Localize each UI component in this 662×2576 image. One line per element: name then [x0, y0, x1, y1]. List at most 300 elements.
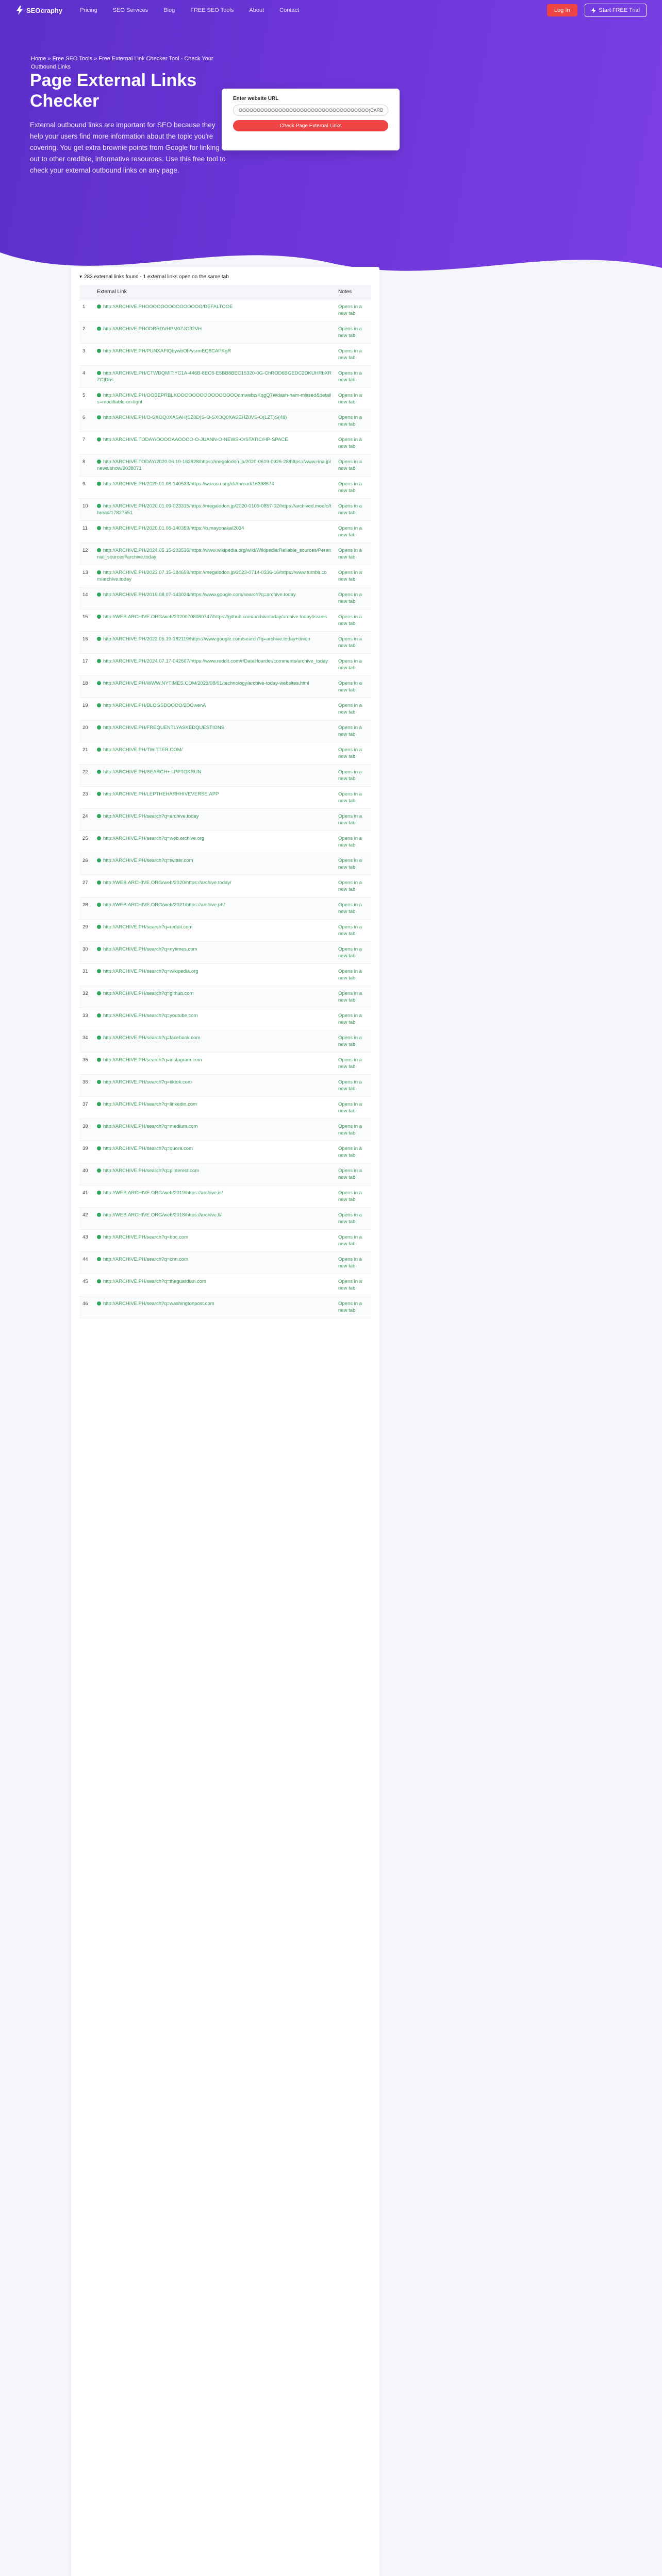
row-number: 2: [79, 321, 94, 344]
row-number: 44: [79, 1252, 94, 1274]
nav-actions: [547, 4, 647, 17]
row-note: Opens in a new tab: [335, 654, 371, 676]
url-label: Enter website URL: [233, 96, 279, 101]
external-link[interactable]: http://WEB.ARCHIVE.ORG/web/2019/https://archive.is/: [103, 1190, 223, 1196]
external-link[interactable]: http://ARCHIVE.PH/search?q=medium.com: [103, 1124, 198, 1129]
external-link-cell: [94, 654, 335, 676]
external-link-cell: [94, 521, 335, 543]
row-number: 11: [79, 521, 94, 543]
table-row: [79, 720, 371, 742]
row-note: Opens in a new tab: [335, 410, 371, 432]
row-note: Opens in a new tab: [335, 1230, 371, 1252]
row-note: Opens in a new tab: [335, 565, 371, 587]
row-number: 4: [79, 366, 94, 388]
external-link[interactable]: http://ARCHIVE.PH/WWW.NYTIMES.COM/2023/08/01/technology/archive-today-websites.html: [103, 681, 309, 686]
status-ok-icon: [97, 592, 101, 597]
external-link[interactable]: http://ARCHIVE.PH/SEARCH+.LPPTOKRUN: [103, 769, 202, 775]
table-row: [79, 609, 371, 632]
external-link-cell: [94, 1075, 335, 1097]
row-note: Opens in a new tab: [335, 1208, 371, 1230]
url-input[interactable]: [233, 105, 388, 116]
table-row: [79, 809, 371, 831]
status-ok-icon: [97, 1301, 101, 1306]
row-note: Opens in a new tab: [335, 897, 371, 920]
table-row: [79, 986, 371, 1008]
caret-down-icon[interactable]: ▾: [79, 274, 82, 280]
row-number: 6: [79, 410, 94, 432]
status-ok-icon: [97, 1080, 101, 1084]
table-row: [79, 521, 371, 543]
external-link-cell: [94, 676, 335, 698]
status-ok-icon: [97, 681, 101, 685]
row-note: Opens in a new tab: [335, 521, 371, 543]
row-number: 43: [79, 1230, 94, 1252]
table-row: [79, 477, 371, 499]
external-link[interactable]: http://ARCHIVE.PHODRRDVHPM0ZJO32VH: [103, 326, 202, 332]
external-link[interactable]: http://ARCHIVE.PH/search?q=youtube.com: [103, 1013, 198, 1019]
table-row: [79, 1163, 371, 1185]
external-link-cell: [94, 609, 335, 632]
table-row: [79, 388, 371, 410]
external-link-cell: [94, 632, 335, 654]
row-number: 14: [79, 587, 94, 609]
row-note: Opens in a new tab: [335, 1252, 371, 1274]
external-link-cell: [94, 1053, 335, 1075]
table-row: [79, 321, 371, 344]
external-link-cell: [94, 875, 335, 897]
status-ok-icon: [97, 1257, 101, 1261]
table-row: [79, 676, 371, 698]
external-link-cell: [94, 299, 335, 321]
external-link-cell: [94, 787, 335, 809]
nav-item-pricing[interactable]: Pricing: [80, 7, 97, 13]
external-link-cell: [94, 720, 335, 742]
status-ok-icon: [97, 1102, 101, 1106]
status-ok-icon: [97, 925, 101, 929]
status-ok-icon: [97, 880, 101, 885]
row-note: Opens in a new tab: [335, 477, 371, 499]
status-ok-icon: [97, 437, 101, 442]
row-number: 46: [79, 1296, 94, 1318]
breadcrumb[interactable]: Home » Free SEO Tools » Free External Link Checker Tool - Check Your Outbound Links: [31, 56, 213, 70]
results-panel: [71, 267, 379, 2576]
status-ok-icon: [97, 1279, 101, 1283]
external-link-cell: [94, 366, 335, 388]
col-number: [79, 285, 94, 299]
external-link[interactable]: http://ARCHIVE.PH/search?q=nytimes.com: [103, 946, 197, 952]
hero-section: [0, 0, 662, 289]
external-link[interactable]: http://ARCHIVE.PH/2019.08.07-143024/https://www.google.com/search?q=archive.today: [103, 592, 296, 598]
external-link-cell: [94, 1141, 335, 1163]
row-note: Opens in a new tab: [335, 676, 371, 698]
external-link[interactable]: http://ARCHIVE.PH/2022.05.19-182119/https://www.google.com/search?q=archive.today+onion: [103, 636, 310, 642]
table-row: [79, 1230, 371, 1252]
status-ok-icon: [97, 947, 101, 951]
external-link-cell: [94, 809, 335, 831]
row-note: Opens in a new tab: [335, 299, 371, 321]
row-number: 40: [79, 1163, 94, 1185]
external-link-cell: [94, 1208, 335, 1230]
external-link[interactable]: http://ARCHIVE.PH/search?q=facebook.com: [103, 1035, 201, 1041]
row-number: 35: [79, 1053, 94, 1075]
table-row: [79, 1185, 371, 1208]
row-note: Opens in a new tab: [335, 1075, 371, 1097]
row-note: Opens in a new tab: [335, 831, 371, 853]
links-table: [79, 285, 371, 1318]
table-row: [79, 654, 371, 676]
table-row: [79, 1075, 371, 1097]
external-link[interactable]: http://ARCHIVE.PH/2023.07.15-184659/https://megalodon.jp/2023-0714-0336-16/https://www.tumblr.com/archive.today: [97, 570, 327, 582]
page-title: Page External Links Checker: [30, 71, 197, 111]
external-link[interactable]: http://ARCHIVE.PH/CTWDQMIT:YC1A-446B-8EC6-E5BB8BEC15320-0G-ChROD6BGEDC2DKUHRbXRZC]Dhs: [97, 370, 332, 383]
table-row: [79, 1053, 371, 1075]
table-row: [79, 543, 371, 565]
status-ok-icon: [97, 1124, 101, 1128]
nav-item-free-seo-tools[interactable]: FREE SEO Tools: [190, 7, 234, 13]
row-note: Opens in a new tab: [335, 986, 371, 1008]
external-link-cell: [94, 454, 335, 477]
table-row: [79, 344, 371, 366]
row-note: Opens in a new tab: [335, 1141, 371, 1163]
nav-item-contact[interactable]: Contact: [279, 7, 300, 13]
row-number: 38: [79, 1119, 94, 1141]
status-ok-icon: [97, 725, 101, 730]
status-ok-icon: [97, 1058, 101, 1062]
table-row: [79, 765, 371, 787]
external-link-cell: [94, 897, 335, 920]
external-link-cell: [94, 1296, 335, 1318]
external-link-cell: [94, 920, 335, 942]
logo[interactable]: [15, 6, 62, 15]
row-number: 13: [79, 565, 94, 587]
table-row: [79, 1141, 371, 1163]
external-link[interactable]: http://ARCHIVE.PH/2024.07.17-042607/https://www.reddit.com/r/DataHoarder/comments/archive_today: [103, 658, 328, 664]
table-row: [79, 853, 371, 875]
row-note: Opens in a new tab: [335, 1163, 371, 1185]
status-ok-icon: [97, 460, 101, 464]
status-ok-icon: [97, 659, 101, 663]
external-link-cell: [94, 742, 335, 765]
row-note: Opens in a new tab: [335, 964, 371, 986]
external-link-cell: [94, 587, 335, 609]
external-link-cell: [94, 942, 335, 964]
status-ok-icon: [97, 748, 101, 752]
status-ok-icon: [97, 1036, 101, 1040]
external-link-cell: [94, 499, 335, 521]
table-row: [79, 1208, 371, 1230]
row-number: 34: [79, 1030, 94, 1053]
bolt-icon: [591, 8, 596, 13]
external-link-cell: [94, 565, 335, 587]
row-number: 20: [79, 720, 94, 742]
row-number: 24: [79, 809, 94, 831]
external-link[interactable]: http://ARCHIVE.PH/search?q=tiktok.com: [103, 1079, 192, 1085]
external-link[interactable]: http://ARCHIVE.PH/2020.01.09-023315/https://megalodon.jp/2020-0109-0857-02/https://archived.moe/o/thread/17827551: [97, 503, 332, 516]
table-row: [79, 897, 371, 920]
row-note: Opens in a new tab: [335, 1053, 371, 1075]
external-link-cell: [94, 1030, 335, 1053]
external-link[interactable]: http://WEB.ARCHIVE.ORG/web/20200708080747/https://github.com/archivetoday/archive.today/issues: [103, 614, 327, 620]
row-number: 22: [79, 765, 94, 787]
table-row: [79, 742, 371, 765]
external-link-cell: [94, 543, 335, 565]
table-row: [79, 1030, 371, 1053]
table-row: [79, 565, 371, 587]
external-link[interactable]: http://ARCHIVE.PH/search?q=web.archive.org: [103, 836, 205, 841]
url-check-card: [222, 89, 400, 150]
row-number: 9: [79, 477, 94, 499]
row-number: 42: [79, 1208, 94, 1230]
table-row: [79, 1119, 371, 1141]
start-trial-label: Start FREE Trial: [599, 7, 640, 13]
col-external-link: External Link: [94, 285, 335, 299]
external-link[interactable]: http://ARCHIVE.PH/O-SXOQ0XASAH(SZ0D)S-O-SXOQ0XASEHZ0VS-O(LZT)S(48): [103, 415, 287, 420]
external-link-cell: [94, 477, 335, 499]
external-link[interactable]: http://ARCHIVE.PH/search?q=twitter.com: [103, 858, 193, 863]
status-ok-icon: [97, 482, 101, 486]
row-number: 1: [79, 299, 94, 321]
external-link[interactable]: http://ARCHIVE.PH/OOBEPRBLKOOOOOOOOOOOOOOOOomwebz/KqgQ7Wdash-ham-missed&details=modifiable-on-light: [97, 393, 332, 405]
external-link[interactable]: http://ARCHIVE.PH/search?q=pinterest.com: [103, 1168, 200, 1174]
external-link-cell: [94, 321, 335, 344]
row-number: 30: [79, 942, 94, 964]
status-ok-icon: [97, 570, 101, 574]
row-number: 23: [79, 787, 94, 809]
row-number: 8: [79, 454, 94, 477]
external-link[interactable]: http://ARCHIVE.PH/search?q=instagram.com: [103, 1057, 202, 1063]
external-link[interactable]: http://ARCHIVE.PH/search?q=reddit.com: [103, 924, 193, 930]
external-link[interactable]: http://ARCHIVE.PH/FREQUENTLYASKEDQUESTIONS: [103, 725, 225, 731]
row-number: 29: [79, 920, 94, 942]
status-ok-icon: [97, 548, 101, 552]
table-row: [79, 1274, 371, 1296]
external-link[interactable]: http://ARCHIVE.PH/search?q=quora.com: [103, 1146, 193, 1151]
external-link-cell: [94, 853, 335, 875]
status-ok-icon: [97, 349, 101, 353]
status-ok-icon: [97, 770, 101, 774]
table-row: [79, 875, 371, 897]
row-number: 19: [79, 698, 94, 720]
row-note: Opens in a new tab: [335, 632, 371, 654]
status-ok-icon: [97, 504, 101, 508]
external-link[interactable]: http://WEB.ARCHIVE.ORG/web/2020/https://archive.today/: [103, 880, 231, 886]
external-link[interactable]: http://ARCHIVE.PH/search?q=linkedin.com: [103, 1101, 197, 1107]
external-link-cell: [94, 831, 335, 853]
external-link[interactable]: http://ARCHIVE.PH/2020.01.08-140533/https://warosu.org/ck/thread/16398674: [103, 481, 274, 487]
status-ok-icon: [97, 1191, 101, 1195]
external-link[interactable]: http://ARCHIVE.PH/LEPTHEHARHHIVEVERSE.APP: [103, 791, 219, 797]
row-note: Opens in a new tab: [335, 1185, 371, 1208]
row-note: Opens in a new tab: [335, 787, 371, 809]
external-link[interactable]: http://ARCHIVE.PH/2020.01.08-140359/https://b.mayonaka/2034: [103, 526, 244, 531]
external-link-cell: [94, 698, 335, 720]
row-note: Opens in a new tab: [335, 720, 371, 742]
status-ok-icon: [97, 327, 101, 331]
row-number: 33: [79, 1008, 94, 1030]
external-link[interactable]: http://ARCHIVE.TODAY/2020.06.19-182828/https://megalodon.jp/2020-0619-0926-28/https://www.nna.jp/news/show/2038071: [97, 459, 332, 471]
row-note: Opens in a new tab: [335, 853, 371, 875]
row-note: Opens in a new tab: [335, 942, 371, 964]
external-link[interactable]: http://ARCHIVE.PH/search?q=cnn.com: [103, 1257, 189, 1262]
external-link-cell: [94, 410, 335, 432]
table-row: [79, 1008, 371, 1030]
status-ok-icon: [97, 903, 101, 907]
external-link[interactable]: http://ARCHIVE.PHOOOOOOOOOOOOOOO/DEFALTOOE: [103, 304, 233, 310]
table-row: [79, 964, 371, 986]
row-number: 21: [79, 742, 94, 765]
row-note: Opens in a new tab: [335, 1030, 371, 1053]
external-link[interactable]: http://ARCHIVE.PH/BLOGSDOOOO/2DOwenA: [103, 703, 206, 708]
status-ok-icon: [97, 1168, 101, 1173]
nav-menu: [80, 7, 299, 13]
row-note: Opens in a new tab: [335, 1296, 371, 1318]
status-ok-icon: [97, 637, 101, 641]
status-ok-icon: [97, 1213, 101, 1217]
status-ok-icon: [97, 304, 101, 309]
table-row: [79, 410, 371, 432]
row-note: Opens in a new tab: [335, 499, 371, 521]
external-link[interactable]: http://ARCHIVE.PH/PUNXAFIQbywbOh/ysrmEQ8CAPKgR: [103, 348, 231, 354]
col-notes: Notes: [335, 285, 371, 299]
status-ok-icon: [97, 792, 101, 796]
status-ok-icon: [97, 969, 101, 973]
status-ok-icon: [97, 814, 101, 818]
nav-item-about[interactable]: About: [249, 7, 264, 13]
table-row: [79, 587, 371, 609]
row-note: Opens in a new tab: [335, 454, 371, 477]
row-number: 7: [79, 432, 94, 454]
table-row: [79, 1252, 371, 1274]
external-link-cell: [94, 964, 335, 986]
external-link-cell: [94, 344, 335, 366]
table-row: [79, 499, 371, 521]
row-note: Opens in a new tab: [335, 742, 371, 765]
table-row: [79, 1097, 371, 1119]
external-link-cell: [94, 765, 335, 787]
table-row: [79, 366, 371, 388]
top-nav: [0, 0, 662, 21]
table-row: [79, 942, 371, 964]
row-number: 26: [79, 853, 94, 875]
results-summary: [79, 274, 371, 280]
login-button[interactable]: Log In: [547, 4, 577, 16]
row-number: 12: [79, 543, 94, 565]
row-number: 3: [79, 344, 94, 366]
row-note: Opens in a new tab: [335, 809, 371, 831]
external-link[interactable]: http://ARCHIVE.PH/2024.05.15-203536/https://www.wikipedia.org/wiki/Wikipedia:Reliable_sources/Perennial_sources#archive.today: [97, 548, 331, 560]
row-number: 28: [79, 897, 94, 920]
external-link-cell: [94, 432, 335, 454]
table-row: [79, 454, 371, 477]
row-number: 36: [79, 1075, 94, 1097]
hero-description: External outbound links are important for SEO because they help your users find more information about the topic you're covering. You get extra brownie points from Google for linking out to other credible, informative resources. Use this free tool to check your external outbound links on any page.: [30, 121, 226, 174]
row-note: Opens in a new tab: [335, 388, 371, 410]
row-note: Opens in a new tab: [335, 1097, 371, 1119]
table-row: [79, 920, 371, 942]
table-header-row: [79, 285, 371, 299]
external-link[interactable]: http://ARCHIVE.PH/TWITTER.COM/: [103, 747, 183, 753]
check-links-button[interactable]: Check Page External Links: [233, 120, 388, 131]
row-number: 41: [79, 1185, 94, 1208]
nav-item-seo-services[interactable]: SEO Services: [112, 7, 148, 13]
row-note: Opens in a new tab: [335, 1008, 371, 1030]
external-link[interactable]: http://WEB.ARCHIVE.ORG/web/2021/https://archive.ph/: [103, 902, 225, 908]
external-link-cell: [94, 1252, 335, 1274]
table-row: [79, 831, 371, 853]
status-ok-icon: [97, 858, 101, 862]
row-number: 17: [79, 654, 94, 676]
row-number: 39: [79, 1141, 94, 1163]
external-link[interactable]: http://ARCHIVE.TODAY/OOOOAAOOOO-O-JUANN-O-NEWS-O/STATIC/HP-SPACE: [103, 437, 288, 443]
external-link-cell: [94, 986, 335, 1008]
external-link[interactable]: http://WEB.ARCHIVE.ORG/web/2018/https://archive.li/: [103, 1212, 222, 1218]
row-note: Opens in a new tab: [335, 366, 371, 388]
external-link[interactable]: http://ARCHIVE.PH/search?q=washingtonpost.com: [103, 1301, 214, 1307]
row-note: Opens in a new tab: [335, 698, 371, 720]
table-row: [79, 299, 371, 321]
row-note: Opens in a new tab: [335, 543, 371, 565]
row-number: 37: [79, 1097, 94, 1119]
status-ok-icon: [97, 371, 101, 375]
row-note: Opens in a new tab: [335, 1119, 371, 1141]
external-link[interactable]: http://ARCHIVE.PH/search?q=archive.today: [103, 814, 199, 819]
status-ok-icon: [97, 836, 101, 840]
status-ok-icon: [97, 1235, 101, 1239]
status-ok-icon: [97, 1013, 101, 1018]
row-number: 18: [79, 676, 94, 698]
summary-text: 283 external links found - 1 external links open on the same tab: [84, 274, 229, 280]
row-number: 25: [79, 831, 94, 853]
start-trial-button[interactable]: [585, 4, 647, 17]
row-note: Opens in a new tab: [335, 344, 371, 366]
external-link[interactable]: http://ARCHIVE.PH/search?q=wikipedia.org: [103, 969, 198, 974]
external-link-cell: [94, 1163, 335, 1185]
row-number: 31: [79, 964, 94, 986]
external-link[interactable]: http://ARCHIVE.PH/search?q=github.com: [103, 991, 194, 996]
status-ok-icon: [97, 415, 101, 419]
external-link-cell: [94, 388, 335, 410]
row-number: 10: [79, 499, 94, 521]
logo-text: SEOcraphy: [26, 6, 63, 14]
row-note: Opens in a new tab: [335, 587, 371, 609]
row-note: Opens in a new tab: [335, 609, 371, 632]
table-row: [79, 432, 371, 454]
nav-item-blog[interactable]: Blog: [163, 7, 175, 13]
row-number: 16: [79, 632, 94, 654]
external-link-cell: [94, 1185, 335, 1208]
table-row: [79, 787, 371, 809]
external-link-cell: [94, 1097, 335, 1119]
row-number: 5: [79, 388, 94, 410]
row-note: Opens in a new tab: [335, 321, 371, 344]
links-table-body: [79, 299, 371, 1318]
status-ok-icon: [97, 703, 101, 707]
table-row: [79, 632, 371, 654]
external-link-cell: [94, 1274, 335, 1296]
external-link[interactable]: http://ARCHIVE.PH/search?q=bbc.com: [103, 1234, 189, 1240]
row-number: 45: [79, 1274, 94, 1296]
row-number: 27: [79, 875, 94, 897]
status-ok-icon: [97, 393, 101, 397]
status-ok-icon: [97, 1146, 101, 1150]
row-note: Opens in a new tab: [335, 920, 371, 942]
row-number: 15: [79, 609, 94, 632]
status-ok-icon: [97, 526, 101, 530]
row-note: Opens in a new tab: [335, 432, 371, 454]
row-note: Opens in a new tab: [335, 875, 371, 897]
table-row: [79, 1296, 371, 1318]
external-link[interactable]: http://ARCHIVE.PH/search?q=theguardian.com: [103, 1279, 206, 1284]
